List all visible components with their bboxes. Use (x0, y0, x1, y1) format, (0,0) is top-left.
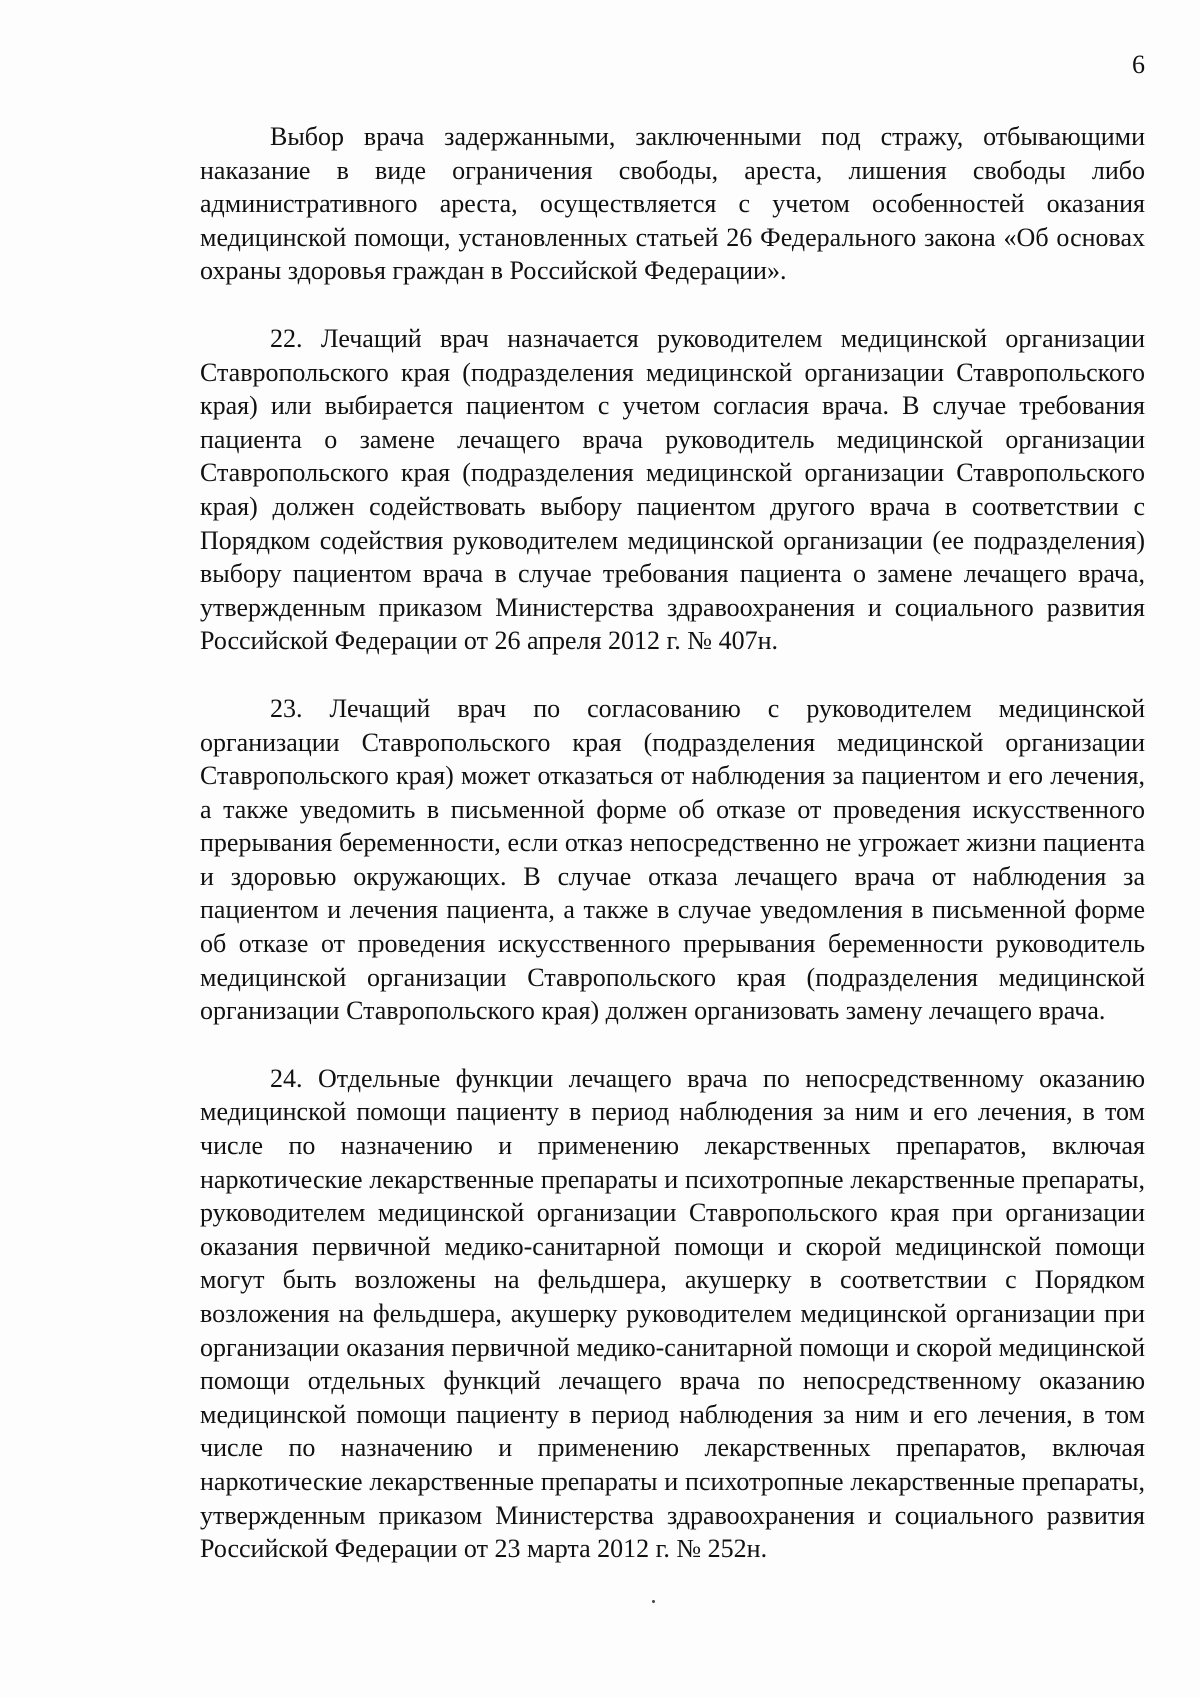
page-number: 6 (1132, 50, 1145, 79)
paragraph-22-attending-doctor-appointment: 22. Лечащий врач назначается руководителем медицинской организации Ставропольского края (подразделения медицинской организации Ставропольского края) или выбирается пациентом с учетом согласия врача. В случае требования пациента о замене лечащего врача руководитель медицинской организации Ставропольского края (подразделения медицинской организации Ставропольского края) должен содействовать выбору пациентом другого врача в соответствии с Порядком содействия руководителем медицинской организации (ее подразделения) выбору пациентом врача в случае требования пациента о замене лечащего врача, утвержденным приказом Министерства здравоохранения и социального развития Российской Федерации от 26 апреля 2012 г. № 407н. (200, 323, 1145, 656)
scan-speck (652, 1600, 655, 1603)
paragraph-24-functions-delegation: 24. Отдельные функции лечащего врача по непосредственному оказанию медицинской помощи пациенту в период наблюдения за ним и его лечения, в том числе по назначению и применению лекарственных препаратов, включая наркотические лекарственные препараты и психотропные лекарственные препараты, руководителем медицинской организации Ставропольского края при организации оказания первичной медико-санитарной помощи и скорой медицинской помощи могут быть возложены на фельдшера, акушерку в соответствии с Порядком возложения на фельдшера, акушерку руководителем медицинской организации при организации оказания первичной медико-санитарной помощи и скорой медицинской помощи отдельных функций лечащего врача по непосредственному оказанию медицинской помощи пациенту в период наблюдения за ним и его лечения, в том числе по назначению и применению лекарственных препаратов, включая наркотические лекарственные препараты и психотропные лекарственные препараты, утвержденным приказом Министерства здравоохранения и социального развития Российской Федерации от 23 марта 2012 г. № 252н. (200, 1063, 1145, 1564)
paragraph-23-doctor-refusal: 23. Лечащий врач по согласованию с руководителем медицинской организации Ставропольского края (подразделения медицинской организации Ставропольского края) может отказаться от наблюдения за пациентом и его лечения, а также уведомить в письменной форме об отказе от проведения искусственного прерывания беременности, если отказ непосредственно не угрожает жизни пациента и здоровью окружающих. В случае отказа лечащего врача от наблюдения за пациентом и лечения пациента, а также в случае уведомления в письменной форме об отказе от проведения искусственного прерывания беременности руководитель медицинской организации Ставропольского края (подразделения медицинской организации Ставропольского края) должен организовать замену лечащего врача. (200, 693, 1145, 1026)
paragraph-doctor-choice-detainees: Выбор врача задержанными, заключенными под стражу, отбывающими наказание в виде ограничения свободы, ареста, лишения свободы либо административного ареста, осуществляется с учетом особенностей оказания медицинской помощи, установленных статьей 26 Федерального закона «Об основах охраны здоровья граждан в Российской Федерации». (200, 122, 1145, 286)
document-body (200, 120, 1145, 1600)
